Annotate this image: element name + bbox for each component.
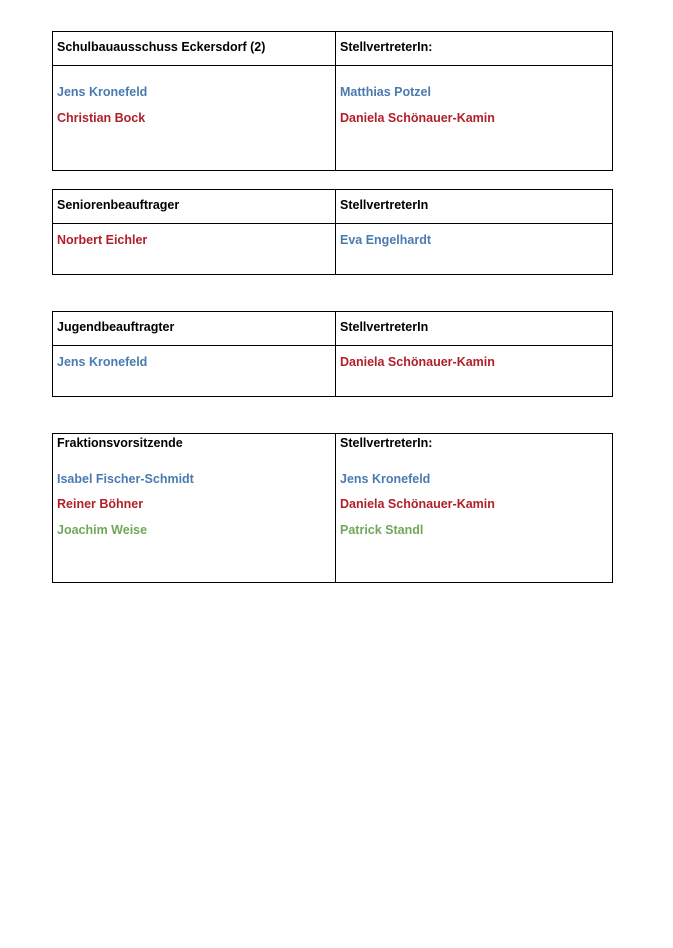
deputies-cell: [336, 434, 612, 582]
deputies-cell: [336, 346, 612, 397]
table-body-row: [53, 66, 612, 171]
members-cell: [53, 434, 336, 582]
member-name: Norbert Eichler: [57, 233, 148, 247]
table-body-row: [53, 346, 612, 397]
deputy-title: StellvertreterIn:: [340, 436, 433, 450]
deputy-name: Matthias Potzel: [340, 85, 431, 99]
deputies-cell: [336, 66, 612, 171]
deputy-title: StellvertreterIn:: [340, 40, 433, 54]
committee-title: Jugendbeauftragter: [53, 312, 336, 345]
deputy-name: Daniela Schönauer-Kamin: [340, 111, 495, 125]
deputies-cell: [336, 224, 612, 275]
table-fraktionsvorsitzende: [52, 433, 613, 583]
table-body-row: [53, 224, 612, 275]
committee-title: Seniorenbeauftrager: [53, 190, 336, 223]
committee-title: Fraktionsvorsitzende: [57, 436, 183, 450]
member-name: Isabel Fischer-Schmidt: [57, 472, 194, 486]
deputy-name: Eva Engelhardt: [340, 233, 431, 247]
deputy-name: Daniela Schönauer-Kamin: [340, 355, 495, 369]
table-jugendbeauftragter: [52, 311, 613, 397]
table-seniorenbeauftrager: [52, 189, 613, 275]
table-schulbauausschuss: [52, 31, 613, 171]
member-name: Jens Kronefeld: [57, 355, 148, 369]
committee-title: Schulbauausschuss Eckersdorf (2): [53, 32, 336, 65]
member-name: Christian Bock: [57, 111, 146, 125]
members-cell: [53, 66, 336, 171]
deputy-title: StellvertreterIn: [340, 320, 429, 334]
members-cell: [53, 346, 336, 397]
table-body-row: [53, 434, 612, 582]
table-header-row: [53, 190, 612, 224]
member-name: Reiner Böhner: [57, 497, 144, 511]
members-cell: [53, 224, 336, 275]
deputy-name: Patrick Standl: [340, 523, 424, 537]
table-header-row: [53, 32, 612, 66]
member-name: Jens Kronefeld: [57, 85, 148, 99]
table-header-row: [53, 312, 612, 346]
deputy-name: Daniela Schönauer-Kamin: [340, 497, 495, 511]
deputy-title: StellvertreterIn: [340, 198, 429, 212]
deputy-name: Jens Kronefeld: [340, 472, 431, 486]
member-name: Joachim Weise: [57, 523, 148, 537]
